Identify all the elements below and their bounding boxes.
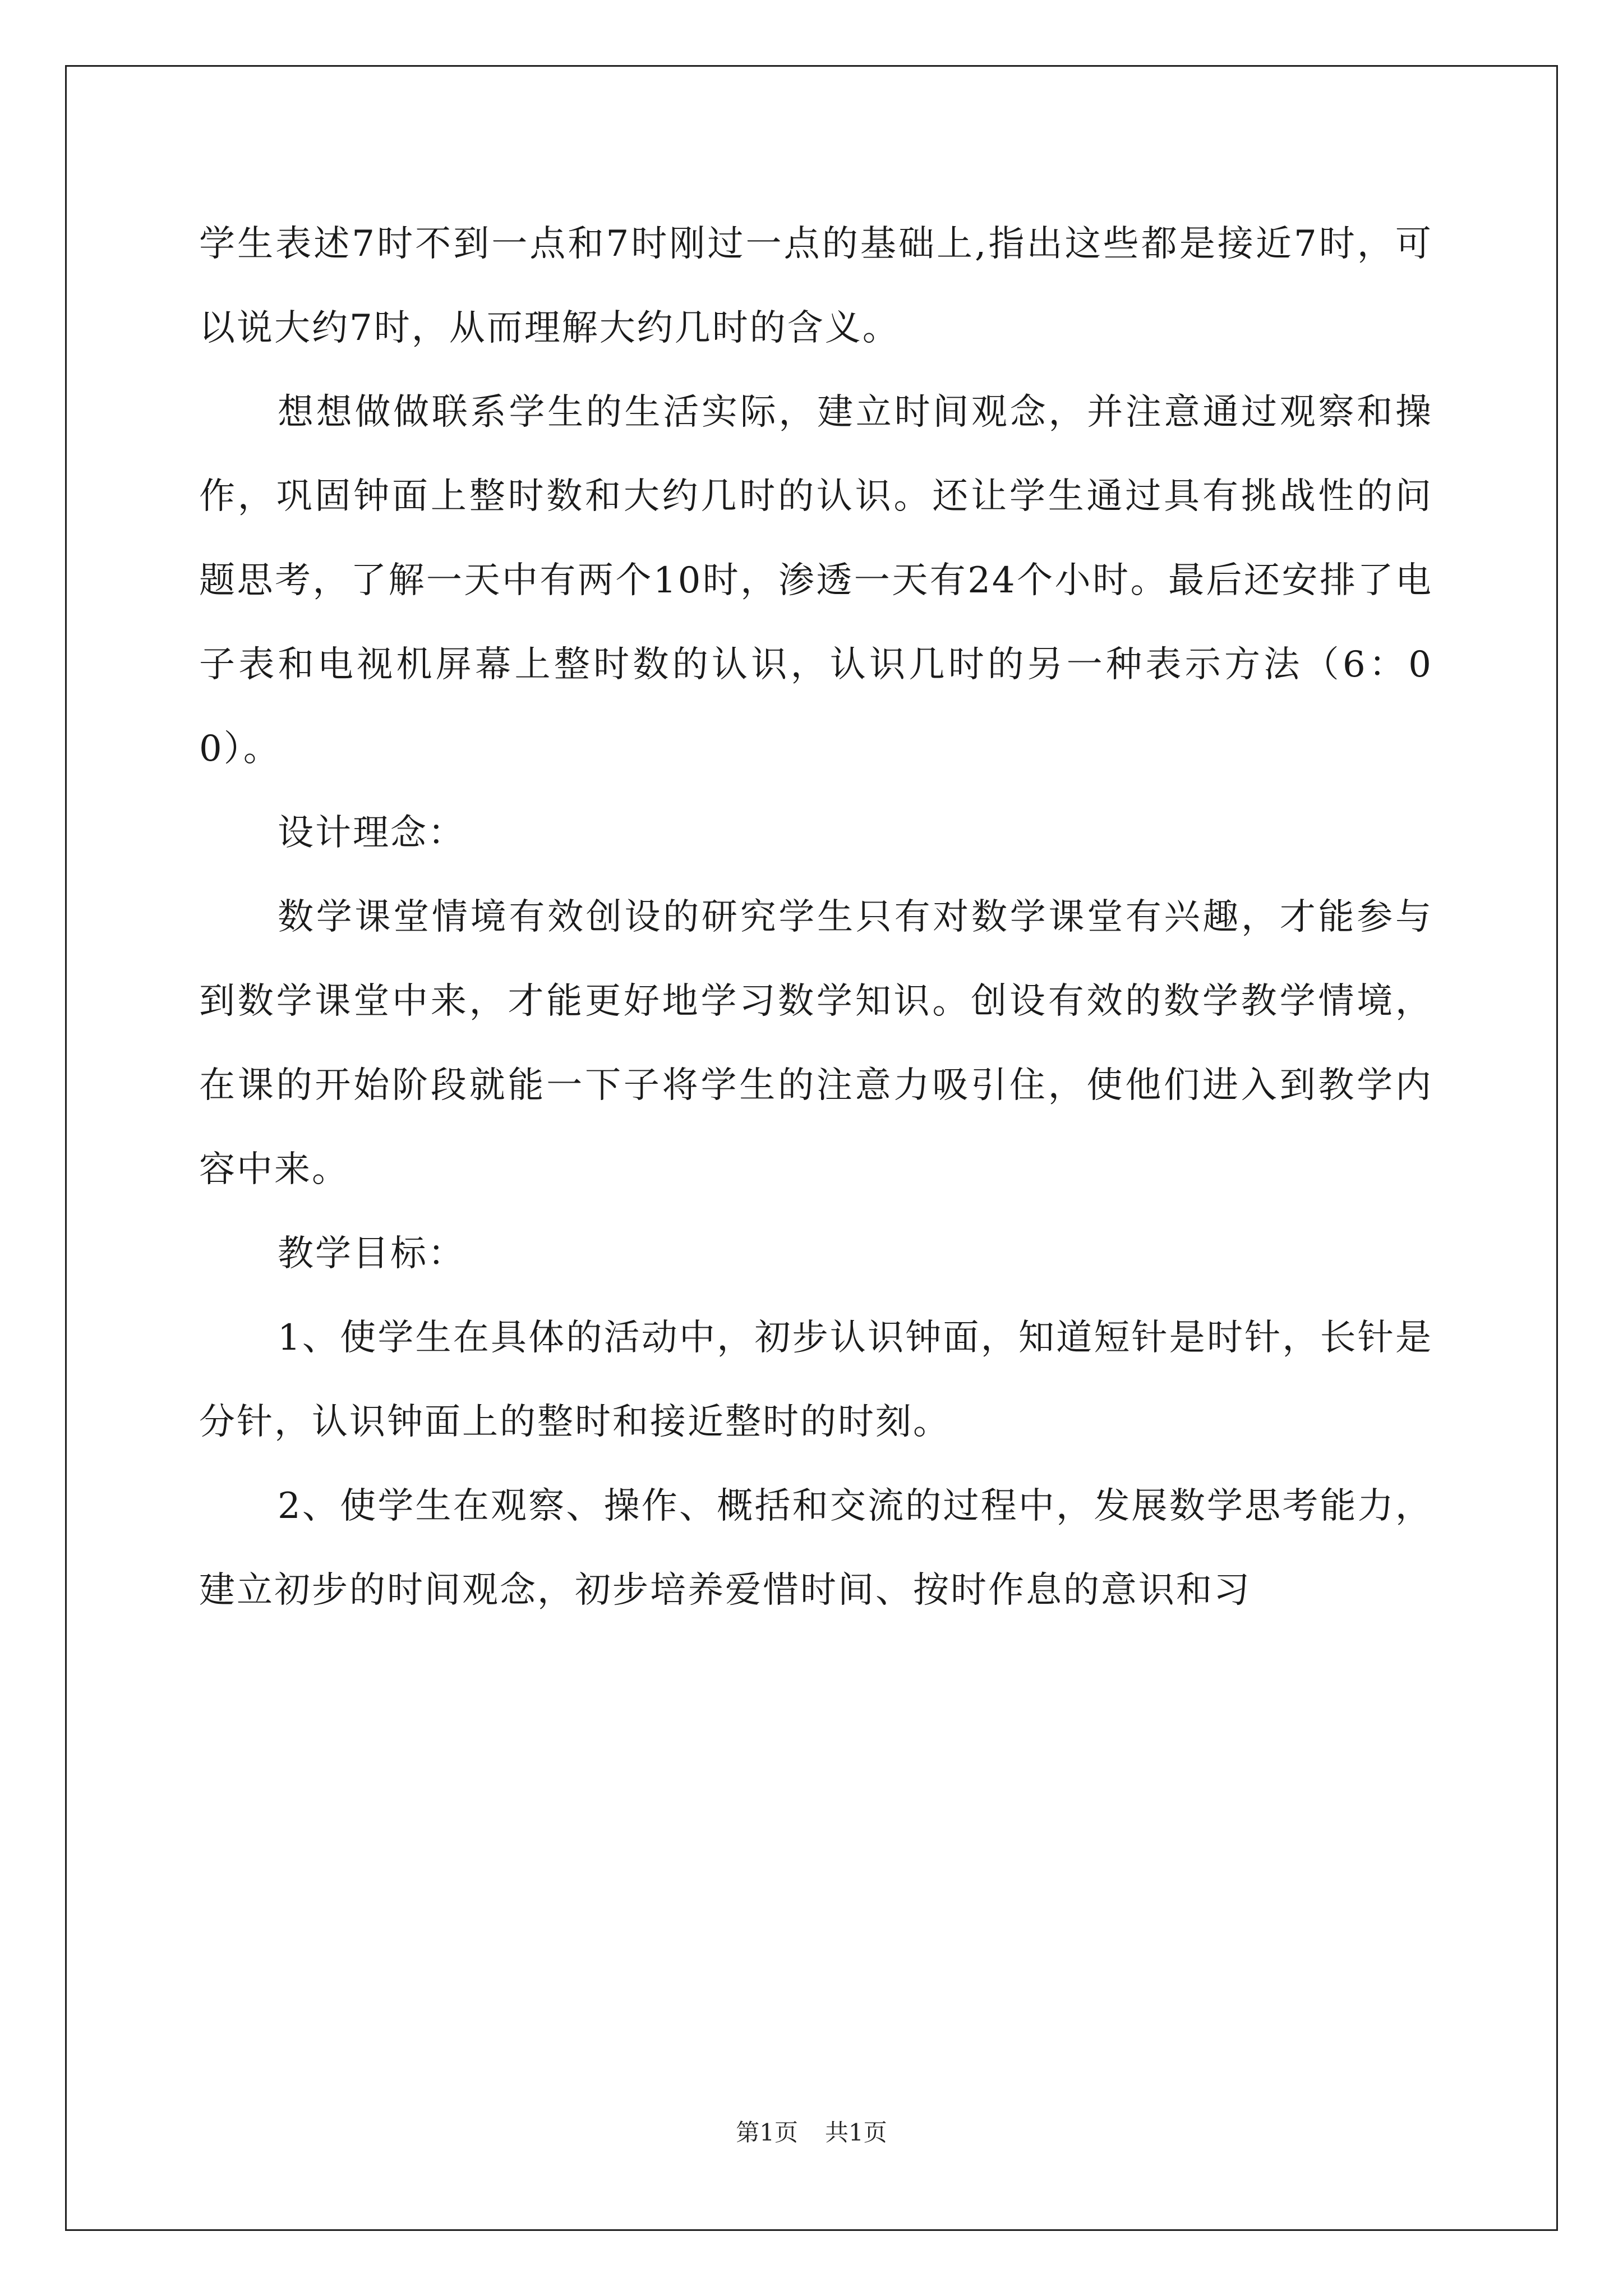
heading-teaching-goals: 教学目标： — [278, 1233, 465, 1274]
heading-design-concept: 设计理念： — [278, 812, 465, 854]
page-number: 第1页 — [736, 2119, 798, 2146]
paragraph-design-concept: 数学课堂情境有效创设的研究学生只有对数学课堂有兴趣，才能参与到数学课堂中来，才能更好地学习数学知识。创设有效的数学教学情境，在课的开始阶段就能一下子将学生的注意力吸引住，使他们进入到教学内容中来。 — [199, 896, 1433, 1190]
page-total: 共1页 — [825, 2119, 887, 2146]
paragraph-practice: 想想做做联系学生的生活实际，建立时间观念，并注意通过观察和操作，巩固钟面上整时数和大约几时的认识。还让学生通过具有挑战性的问题思考，了解一天中有两个10时，渗透一天有24个小时。最后还安排了电子表和电视机屏幕上整时数的认识，认识几时的另一种表示方法（6：00）。 — [199, 392, 1433, 770]
page-footer — [0, 2116, 1623, 2150]
paragraph-goal-2: 2、使学生在观察、操作、概括和交流的过程中，发展数学思考能力，建立初步的时间观念，初步培养爱惜时间、按时作息的意识和习 — [199, 1485, 1433, 1611]
paragraph-intro-continuation: 学生表述7时不到一点和7时刚过一点的基础上,指出这些都是接近7时，可以说大约7时，从而理解大约几时的含义。 — [199, 223, 1433, 349]
document-body — [199, 202, 1433, 1632]
paragraph-goal-1: 1、使学生在具体的活动中，初步认识钟面，知道短针是时针，长针是分针，认识钟面上的整时和接近整时的时刻。 — [199, 1317, 1433, 1443]
